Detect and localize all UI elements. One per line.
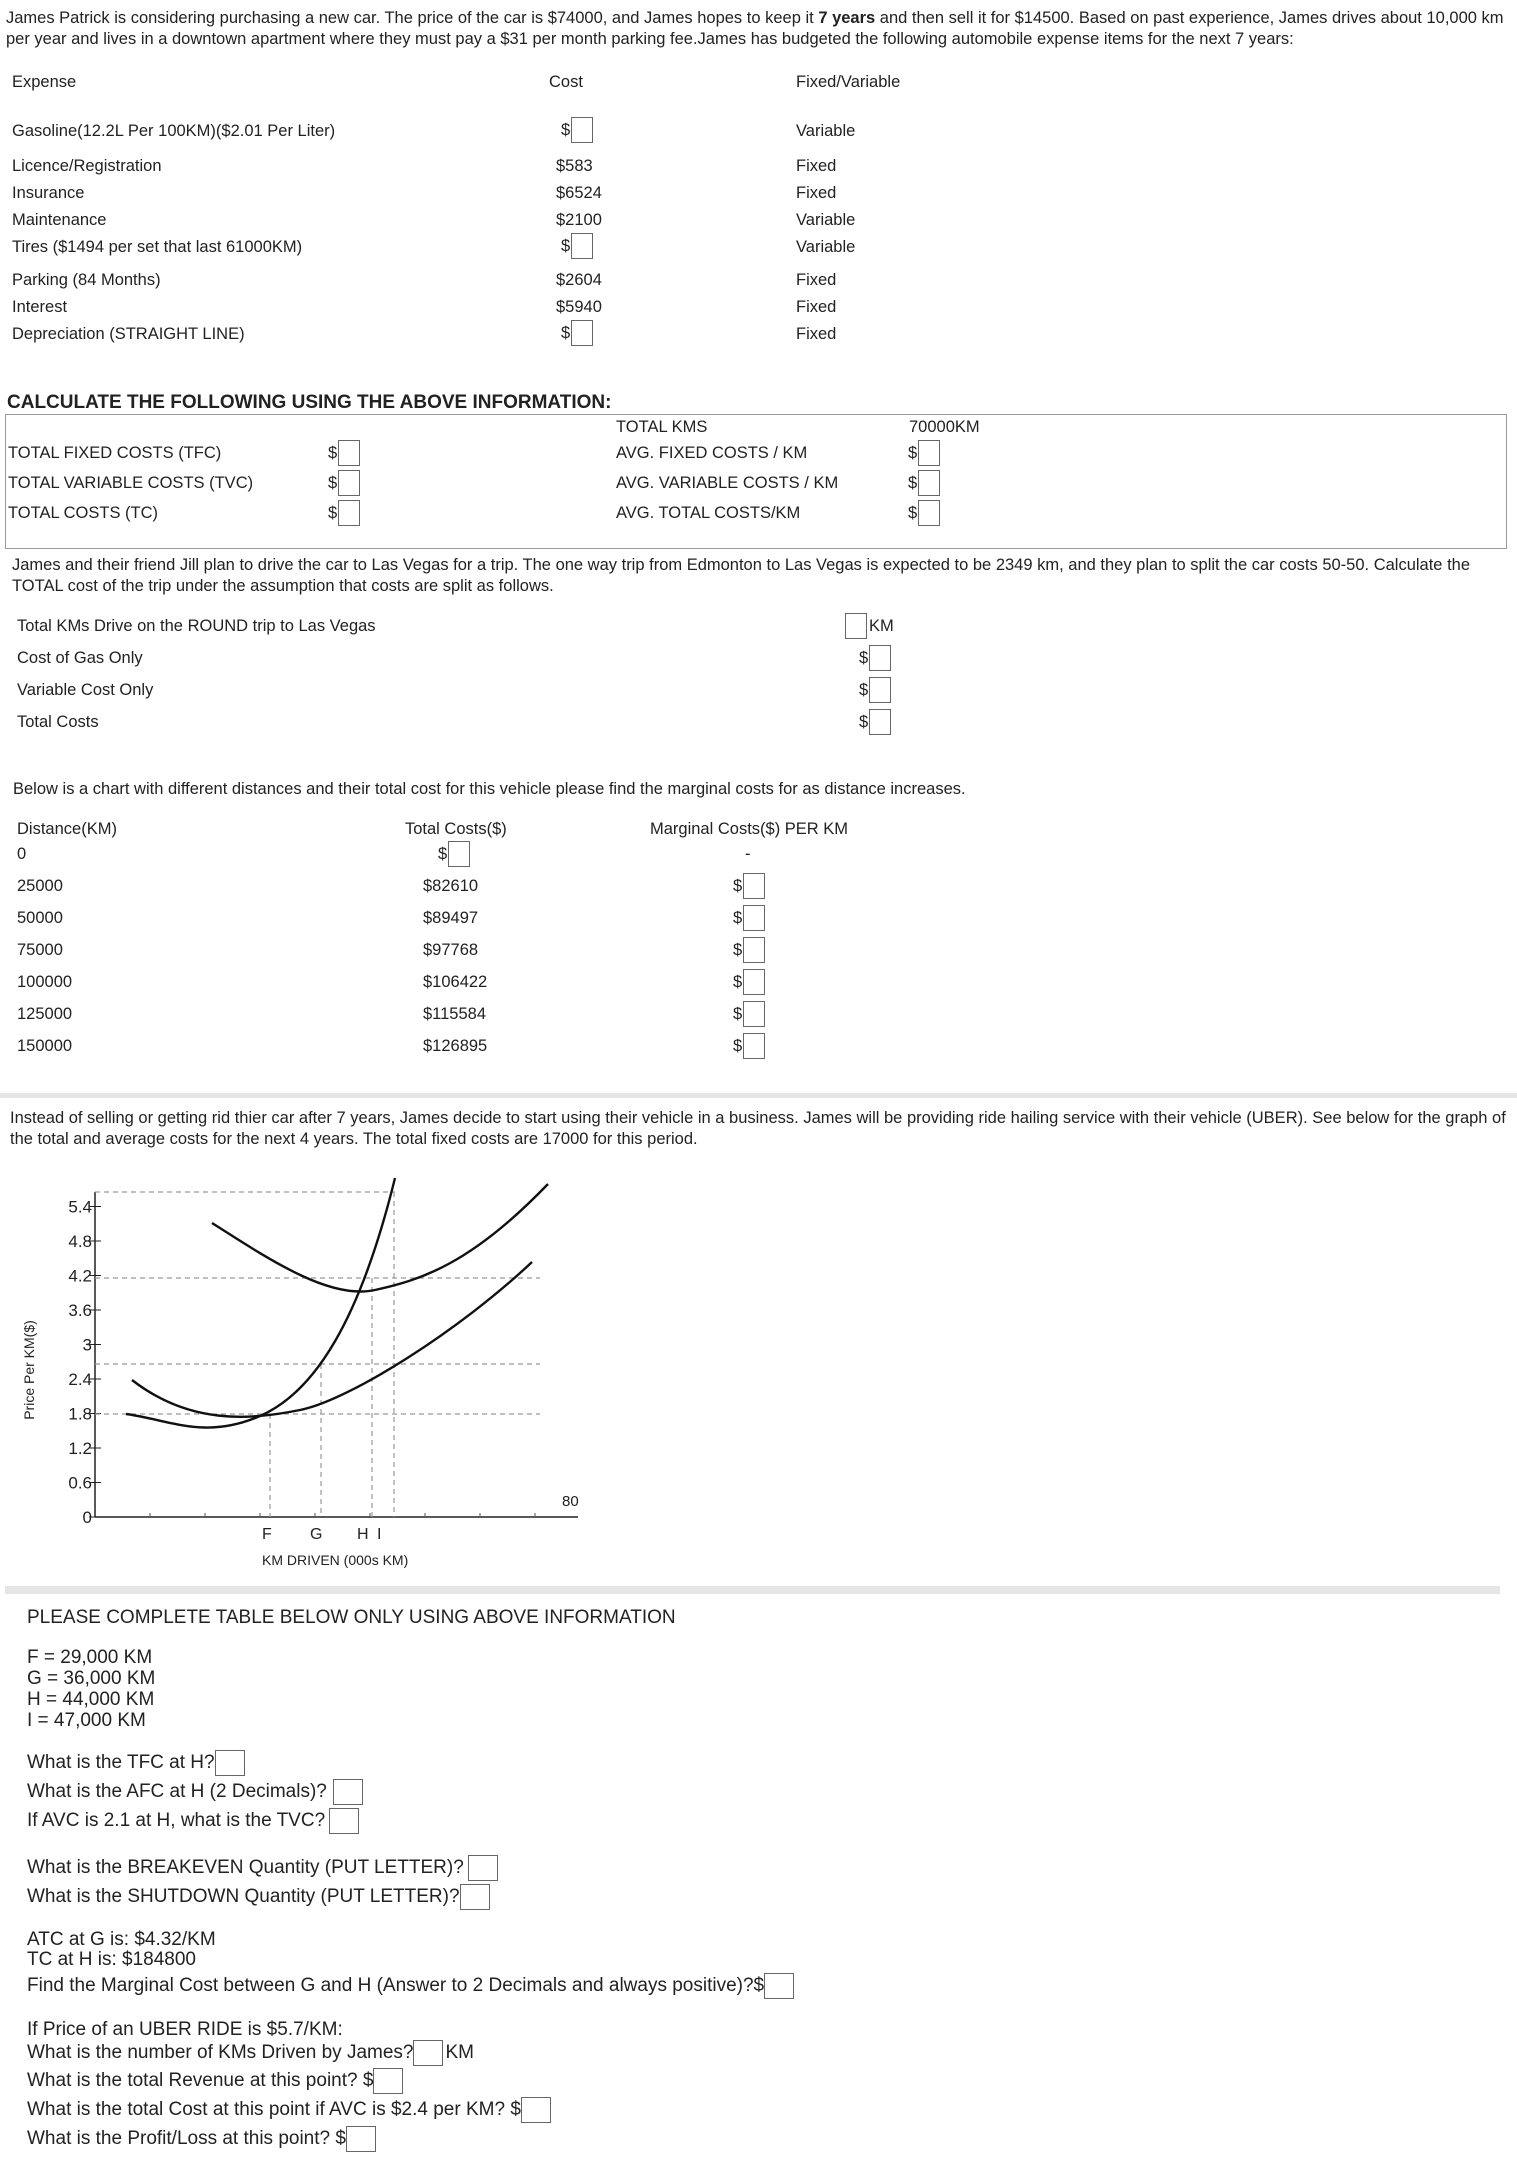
avc-curve bbox=[132, 1262, 532, 1417]
marginal-distance: 100000 bbox=[17, 973, 73, 991]
expense-type: Variable bbox=[796, 122, 856, 140]
expense-header-expense: Expense bbox=[12, 73, 77, 91]
calc-left-label: TOTAL VARIABLE COSTS (TVC) bbox=[8, 474, 254, 492]
def-h: H = 44,000 KM bbox=[27, 1689, 155, 1710]
dollar-sign: $ bbox=[859, 680, 869, 699]
marginal-cost-input[interactable] bbox=[743, 873, 765, 899]
cost-curves-chart bbox=[0, 1170, 620, 1570]
total-kms-label: TOTAL KMS bbox=[616, 418, 708, 436]
question-afc: What is the AFC at H (2 Decimals)? bbox=[27, 1779, 363, 1805]
marginal-header: Marginal Costs($) PER KM bbox=[650, 820, 849, 838]
marginal-cost-input[interactable] bbox=[743, 937, 765, 963]
dollar-sign: $ bbox=[733, 908, 743, 927]
section-separator bbox=[0, 1093, 1517, 1098]
calc-right-input[interactable] bbox=[918, 500, 940, 526]
trip-km-input[interactable] bbox=[845, 613, 867, 639]
calc-right-label: AVG. FIXED COSTS / KM bbox=[616, 444, 808, 462]
marginal-total: $126895 bbox=[423, 1037, 488, 1055]
marginal-distance: 0 bbox=[17, 845, 27, 863]
marginal-header: Distance(KM) bbox=[17, 820, 117, 838]
marginal-distance: 75000 bbox=[17, 941, 63, 959]
dollar-sign: $ bbox=[561, 120, 571, 139]
intro-bold-years: 7 years bbox=[818, 9, 876, 27]
expense-cost: $2100 bbox=[556, 211, 602, 229]
dollar-sign: $ bbox=[733, 1036, 743, 1055]
expense-type: Variable bbox=[796, 211, 856, 229]
expense-name: Insurance bbox=[12, 184, 85, 202]
y-tick-label: 5.4 bbox=[68, 1197, 92, 1217]
dollar-sign: $ bbox=[908, 503, 918, 522]
atc-at-g: ATC at G is: $4.32/KM bbox=[27, 1929, 216, 1950]
expense-header-cost: Cost bbox=[549, 73, 583, 91]
expense-type: Fixed bbox=[796, 271, 837, 289]
trip-cost-input-cell bbox=[859, 709, 891, 735]
marginal-distance: 50000 bbox=[17, 909, 63, 927]
expense-cost-input-cell bbox=[561, 320, 593, 346]
marginal-total: $82610 bbox=[423, 877, 479, 895]
marginal-cost-input[interactable] bbox=[743, 1033, 765, 1059]
trip-km-cell bbox=[845, 613, 894, 639]
calc-left-label: TOTAL FIXED COSTS (TFC) bbox=[8, 444, 222, 462]
km-unit: KM bbox=[869, 616, 894, 635]
question-shutdown: What is the SHUTDOWN Quantity (PUT LETTER)? bbox=[27, 1884, 490, 1910]
calc-right-input-cell bbox=[908, 440, 940, 466]
dollar-sign: $ bbox=[908, 473, 918, 492]
marginal-cost-input-cell bbox=[733, 1001, 765, 1027]
dollar-sign: $ bbox=[733, 940, 743, 959]
expense-name: Depreciation (STRAIGHT LINE) bbox=[12, 325, 245, 343]
y-tick-label: 3 bbox=[82, 1335, 92, 1355]
calc-right-input[interactable] bbox=[918, 440, 940, 466]
y-tick-label: 0.6 bbox=[68, 1473, 92, 1493]
marginal-total: $89497 bbox=[423, 909, 479, 927]
calc-right-input-cell bbox=[908, 470, 940, 496]
y-tick-label: 1.8 bbox=[68, 1404, 92, 1424]
marginal-total-input-cell bbox=[438, 841, 470, 867]
marginal-total: $97768 bbox=[423, 941, 479, 959]
expense-type: Fixed bbox=[796, 184, 837, 202]
section-separator-2 bbox=[5, 1586, 1500, 1594]
def-i: I = 47,000 KM bbox=[27, 1710, 146, 1731]
calc-left-input-cell bbox=[328, 500, 360, 526]
uber-paragraph: Instead of selling or getting rid thier car after 7 years, James decide to start using their vehicle in a business. James will be providing ride hailing service with their vehicle (UBER). See below for the graph of the total and average costs for the next 4 years. The total fixed costs are 17000 for this period. bbox=[10, 1109, 1506, 1148]
dollar-sign: $ bbox=[438, 844, 448, 863]
intro-paragraph: James Patrick is considering purchasing a new car. The price of the car is $74000, and James hopes to keep it 7 years and then sell it for $14500. Based on past experience, James drives about 10,000 km per year and lives in a downtown apartment where they must pay a $31 per month parking fee.James has budgeted the following automobile expense items for the next 7 years: bbox=[6, 9, 1504, 48]
answer-profit-loss-input[interactable] bbox=[346, 2126, 376, 2152]
marginal-cost-input-cell bbox=[733, 905, 765, 931]
marginal-dash: - bbox=[745, 845, 751, 863]
dollar-sign: $ bbox=[561, 323, 571, 342]
dollar-sign: $ bbox=[733, 1004, 743, 1023]
x-marker-label: F bbox=[262, 1526, 272, 1543]
expense-type: Fixed bbox=[796, 325, 837, 343]
calc-left-input-cell bbox=[328, 440, 360, 466]
questions-heading: PLEASE COMPLETE TABLE BELOW ONLY USING ABOVE INFORMATION bbox=[27, 1607, 676, 1628]
answer-tfc-input[interactable] bbox=[215, 1750, 245, 1776]
trip-row-label: Variable Cost Only bbox=[17, 681, 154, 699]
answer-shutdown-input[interactable] bbox=[460, 1884, 490, 1910]
trip-cost-input[interactable] bbox=[869, 677, 891, 703]
expense-type: Variable bbox=[796, 238, 856, 256]
trip-row-label: Cost of Gas Only bbox=[17, 649, 143, 667]
calc-left-input[interactable] bbox=[338, 440, 360, 466]
expense-type: Fixed bbox=[796, 298, 837, 316]
x-axis-label: KM DRIVEN (000s KM) bbox=[262, 1552, 409, 1568]
question-tfc: What is the TFC at H? bbox=[27, 1750, 245, 1776]
trip-cost-input[interactable] bbox=[869, 645, 891, 671]
uber-price: If Price of an UBER RIDE is $5.7/KM: bbox=[27, 2019, 343, 2040]
expense-cost-input[interactable] bbox=[571, 233, 593, 259]
expense-header-type: Fixed/Variable bbox=[796, 73, 901, 91]
trip-cost-input[interactable] bbox=[869, 709, 891, 735]
atc-curve bbox=[212, 1184, 548, 1292]
y-tick-label: 0 bbox=[82, 1508, 92, 1527]
calc-right-label: AVG. TOTAL COSTS/KM bbox=[616, 504, 801, 522]
x-marker-label: H bbox=[357, 1526, 369, 1543]
expense-cost: $6524 bbox=[556, 184, 602, 202]
y-tick-label: 3.6 bbox=[68, 1301, 92, 1320]
dollar-sign: $ bbox=[561, 236, 571, 255]
dollar-sign: $ bbox=[733, 876, 743, 895]
expense-name: Licence/Registration bbox=[12, 157, 162, 175]
expense-name: Interest bbox=[12, 298, 68, 316]
marginal-header: Total Costs($) bbox=[405, 820, 507, 838]
answer-revenue-input[interactable] bbox=[373, 2068, 403, 2094]
trip-row-label: Total KMs Drive on the ROUND trip to Las Vegas bbox=[17, 617, 376, 635]
y-tick-label: 4.2 bbox=[68, 1266, 92, 1286]
y-tick-label: 2.4 bbox=[68, 1370, 92, 1389]
calc-left-input-cell bbox=[328, 470, 360, 496]
dollar-sign: $ bbox=[733, 972, 743, 991]
marginal-distance: 25000 bbox=[17, 877, 63, 895]
tc-at-h: TC at H is: $184800 bbox=[27, 1949, 196, 1970]
expense-type: Fixed bbox=[796, 157, 837, 175]
expense-cost: $2604 bbox=[556, 271, 602, 289]
x-max-label: 80 bbox=[562, 1493, 579, 1510]
marginal-distance: 125000 bbox=[17, 1005, 73, 1023]
marginal-total-input[interactable] bbox=[448, 841, 470, 867]
calc-left-input[interactable] bbox=[338, 470, 360, 496]
marginal-intro: Below is a chart with different distances and their total cost for this vehicle please find the marginal costs for as distance increases. bbox=[13, 780, 966, 798]
expense-cost-input[interactable] bbox=[571, 117, 593, 143]
question-revenue: What is the total Revenue at this point? $ bbox=[27, 2068, 403, 2094]
expense-name: Tires ($1494 per set that last 61000KM) bbox=[12, 238, 303, 256]
y-axis-label: Price Per KM($) bbox=[21, 1320, 37, 1420]
def-g: G = 36,000 KM bbox=[27, 1668, 156, 1689]
expense-cost: $5940 bbox=[556, 298, 602, 316]
marginal-cost-input-cell bbox=[733, 873, 765, 899]
mc-curve bbox=[126, 1178, 395, 1428]
calc-right-label: AVG. VARIABLE COSTS / KM bbox=[616, 474, 839, 492]
question-marginal-cost: Find the Marginal Cost between G and H (Answer to 2 Decimals and always positive)?$ bbox=[27, 1973, 794, 1999]
dollar-sign: $ bbox=[328, 443, 338, 462]
calc-left-input[interactable] bbox=[338, 500, 360, 526]
expense-cost-input-cell bbox=[561, 117, 593, 143]
trip-paragraph: James and their friend Jill plan to drive the car to Las Vegas for a trip. The one way trip from Edmonton to Las Vegas is expected to be 2349 km, and they plan to split the car costs 50-50. Calculate the TOTAL cost of the trip under the assumption that costs are split as follows. bbox=[12, 556, 1471, 595]
calc-right-input-cell bbox=[908, 500, 940, 526]
calc-heading: CALCULATE THE FOLLOWING USING THE ABOVE INFORMATION: bbox=[7, 392, 612, 413]
x-marker-label: G bbox=[310, 1526, 323, 1543]
calc-left-label: TOTAL COSTS (TC) bbox=[8, 504, 159, 522]
y-tick-label: 1.2 bbox=[68, 1439, 92, 1458]
question-breakeven: What is the BREAKEVEN Quantity (PUT LETTER)? bbox=[27, 1855, 498, 1881]
calc-right-input[interactable] bbox=[918, 470, 940, 496]
expense-name: Gasoline(12.2L Per 100KM)($2.01 Per Liter) bbox=[12, 122, 336, 140]
cost-curves-svg bbox=[0, 1170, 620, 1570]
marginal-cost-input-cell bbox=[733, 1033, 765, 1059]
dollar-sign: $ bbox=[328, 503, 338, 522]
marginal-cost-input[interactable] bbox=[743, 905, 765, 931]
total-kms-value: 70000KM bbox=[909, 418, 980, 436]
expense-cost-input-cell bbox=[561, 233, 593, 259]
dollar-sign: $ bbox=[328, 473, 338, 492]
answer-afc-input[interactable] bbox=[333, 1779, 363, 1805]
answer-marginal-cost-input[interactable] bbox=[764, 1973, 794, 1999]
expense-cost: $583 bbox=[556, 157, 593, 175]
marginal-total: $115584 bbox=[423, 1005, 487, 1023]
marginal-cost-input[interactable] bbox=[743, 1001, 765, 1027]
expense-cost-input[interactable] bbox=[571, 320, 593, 346]
def-f: F = 29,000 KM bbox=[27, 1647, 153, 1668]
expense-name: Maintenance bbox=[12, 211, 107, 229]
question-profit-loss: What is the Profit/Loss at this point? $ bbox=[27, 2126, 376, 2152]
trip-row-label: Total Costs bbox=[17, 713, 99, 731]
answer-total-cost-input[interactable] bbox=[521, 2097, 551, 2123]
question-total-cost: What is the total Cost at this point if AVC is $2.4 per KM? $ bbox=[27, 2097, 551, 2123]
answer-kms-input[interactable] bbox=[413, 2040, 443, 2066]
expense-name: Parking (84 Months) bbox=[12, 271, 161, 289]
marginal-cost-input[interactable] bbox=[743, 969, 765, 995]
y-tick-label: 4.8 bbox=[68, 1232, 92, 1251]
trip-cost-input-cell bbox=[859, 645, 891, 671]
trip-cost-input-cell bbox=[859, 677, 891, 703]
marginal-cost-input-cell bbox=[733, 969, 765, 995]
marginal-distance: 150000 bbox=[17, 1037, 73, 1055]
marginal-cost-input-cell bbox=[733, 937, 765, 963]
dollar-sign: $ bbox=[908, 443, 918, 462]
question-tvc: If AVC is 2.1 at H, what is the TVC? bbox=[27, 1808, 359, 1834]
answer-tvc-input[interactable] bbox=[329, 1808, 359, 1834]
marginal-total: $106422 bbox=[423, 973, 488, 991]
dollar-sign: $ bbox=[859, 648, 869, 667]
question-kms: What is the number of KMs Driven by James? KM bbox=[27, 2040, 474, 2066]
dollar-sign: $ bbox=[859, 712, 869, 731]
answer-breakeven-input[interactable] bbox=[468, 1855, 498, 1881]
x-marker-label: I bbox=[377, 1526, 382, 1543]
